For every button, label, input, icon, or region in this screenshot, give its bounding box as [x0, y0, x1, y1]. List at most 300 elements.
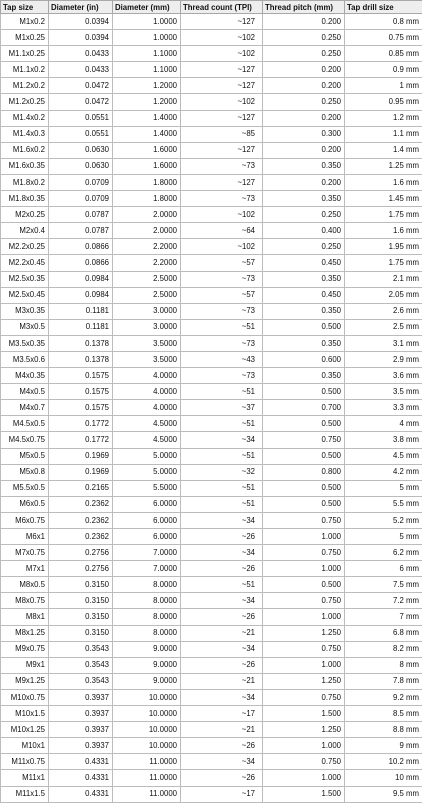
- diameter-mm-cell: 4.0000: [113, 368, 181, 384]
- thread-pitch-cell: 0.250: [263, 30, 345, 46]
- diameter-in-cell: 0.0866: [49, 255, 113, 271]
- tap-size-cell: M5.5x0.5: [1, 480, 49, 496]
- table-row[interactable]: [1, 689, 422, 705]
- tap-size-cell: M4x0.7: [1, 400, 49, 416]
- diameter-in-cell: 0.0709: [49, 174, 113, 190]
- table-row[interactable]: [1, 496, 422, 512]
- table-row[interactable]: [1, 512, 422, 528]
- diameter-mm-cell: 5.0000: [113, 464, 181, 480]
- diameter-mm-cell: 5.0000: [113, 448, 181, 464]
- table-row[interactable]: [1, 545, 422, 561]
- diameter-in-cell: 0.1969: [49, 464, 113, 480]
- diameter-in-cell: 0.4331: [49, 770, 113, 786]
- table-row[interactable]: [1, 78, 422, 94]
- tap-size-cell: M10x1.5: [1, 706, 49, 722]
- table-row[interactable]: [1, 94, 422, 110]
- diameter-mm-cell: 4.5000: [113, 432, 181, 448]
- table-row[interactable]: [1, 480, 422, 496]
- diameter-mm-cell: 1.1000: [113, 46, 181, 62]
- diameter-mm-cell: 7.0000: [113, 545, 181, 561]
- tap-size-cell: M11x0.75: [1, 754, 49, 770]
- diameter-in-cell: 0.1772: [49, 416, 113, 432]
- diameter-in-cell: 0.0433: [49, 46, 113, 62]
- thread-count-cell: ~21: [181, 673, 263, 689]
- table-row[interactable]: [1, 303, 422, 319]
- tap-drill-size-cell: 1.6 mm: [345, 223, 422, 239]
- tap-drill-size-cell: 0.85 mm: [345, 46, 422, 62]
- diameter-in-cell: 0.3937: [49, 689, 113, 705]
- thread-count-cell: ~51: [181, 319, 263, 335]
- diameter-in-cell: 0.0709: [49, 191, 113, 207]
- thread-pitch-cell: 0.200: [263, 14, 345, 30]
- tap-drill-size-cell: 1.75 mm: [345, 255, 422, 271]
- column-header-diameter-mm[interactable]: Diameter (mm): [113, 1, 181, 14]
- tap-drill-size-cell: 1.45 mm: [345, 191, 422, 207]
- tap-drill-size-cell: 1.2 mm: [345, 110, 422, 126]
- tap-size-cell: M8x0.75: [1, 593, 49, 609]
- table-row[interactable]: [1, 255, 422, 271]
- table-row[interactable]: [1, 46, 422, 62]
- diameter-in-cell: 0.3150: [49, 577, 113, 593]
- table-row[interactable]: [1, 593, 422, 609]
- table-row[interactable]: [1, 287, 422, 303]
- diameter-in-cell: 0.0551: [49, 110, 113, 126]
- thread-pitch-cell: 0.200: [263, 174, 345, 190]
- table-row[interactable]: [1, 625, 422, 641]
- thread-count-cell: ~37: [181, 400, 263, 416]
- table-row[interactable]: [1, 14, 422, 30]
- table-row[interactable]: [1, 319, 422, 335]
- tap-drill-size-cell: 6.8 mm: [345, 625, 422, 641]
- diameter-in-cell: 0.1575: [49, 368, 113, 384]
- tap-size-cell: M4x0.5: [1, 384, 49, 400]
- tap-drill-size-cell: 5.5 mm: [345, 496, 422, 512]
- diameter-in-cell: 0.0984: [49, 287, 113, 303]
- table-row[interactable]: [1, 174, 422, 190]
- diameter-mm-cell: 10.0000: [113, 689, 181, 705]
- thread-count-cell: ~73: [181, 303, 263, 319]
- tap-drill-size-cell: 4.5 mm: [345, 448, 422, 464]
- tap-drill-size-cell: 2.9 mm: [345, 351, 422, 367]
- thread-pitch-cell: 0.500: [263, 416, 345, 432]
- tap-drill-size-cell: 6 mm: [345, 561, 422, 577]
- thread-pitch-cell: 1.250: [263, 625, 345, 641]
- thread-count-cell: ~26: [181, 561, 263, 577]
- table-header: [1, 1, 422, 14]
- thread-pitch-cell: 0.250: [263, 207, 345, 223]
- diameter-mm-cell: 2.5000: [113, 287, 181, 303]
- diameter-in-cell: 0.1378: [49, 335, 113, 351]
- diameter-in-cell: 0.1969: [49, 448, 113, 464]
- diameter-in-cell: 0.0472: [49, 94, 113, 110]
- thread-pitch-cell: 0.500: [263, 448, 345, 464]
- thread-pitch-cell: 0.750: [263, 432, 345, 448]
- thread-count-cell: ~73: [181, 368, 263, 384]
- tap-size-cell: M10x1: [1, 738, 49, 754]
- thread-pitch-cell: 0.800: [263, 464, 345, 480]
- tap-size-cell: M3.5x0.35: [1, 335, 49, 351]
- diameter-mm-cell: 3.0000: [113, 303, 181, 319]
- table-row[interactable]: [1, 561, 422, 577]
- diameter-in-cell: 0.3937: [49, 738, 113, 754]
- tap-drill-size-cell: 1.25 mm: [345, 158, 422, 174]
- tap-size-cell: M1.8x0.2: [1, 174, 49, 190]
- table-row[interactable]: [1, 158, 422, 174]
- diameter-mm-cell: 11.0000: [113, 786, 181, 802]
- thread-pitch-cell: 1.250: [263, 673, 345, 689]
- diameter-mm-cell: 8.0000: [113, 577, 181, 593]
- diameter-mm-cell: 4.0000: [113, 384, 181, 400]
- diameter-in-cell: 0.0551: [49, 126, 113, 142]
- thread-count-cell: ~127: [181, 14, 263, 30]
- tap-drill-size-cell: 3.1 mm: [345, 335, 422, 351]
- table-row[interactable]: [1, 207, 422, 223]
- tap-size-cell: M9x0.75: [1, 641, 49, 657]
- tap-size-cell: M1.4x0.2: [1, 110, 49, 126]
- diameter-in-cell: 0.3543: [49, 673, 113, 689]
- thread-count-cell: ~73: [181, 271, 263, 287]
- diameter-mm-cell: 1.1000: [113, 62, 181, 78]
- tap-size-cell: M4.5x0.75: [1, 432, 49, 448]
- tap-drill-size-cell: 7.8 mm: [345, 673, 422, 689]
- diameter-mm-cell: 1.4000: [113, 126, 181, 142]
- thread-count-cell: ~34: [181, 593, 263, 609]
- table-row[interactable]: [1, 432, 422, 448]
- table-row[interactable]: [1, 577, 422, 593]
- diameter-in-cell: 0.2362: [49, 512, 113, 528]
- diameter-mm-cell: 1.0000: [113, 30, 181, 46]
- header-row: [1, 1, 422, 14]
- table-row[interactable]: [1, 529, 422, 545]
- tap-size-cell: M1.1x0.2: [1, 62, 49, 78]
- thread-count-cell: ~34: [181, 689, 263, 705]
- table-row[interactable]: [1, 609, 422, 625]
- thread-pitch-cell: 0.700: [263, 400, 345, 416]
- tap-size-cell: M1.6x0.2: [1, 142, 49, 158]
- diameter-mm-cell: 1.6000: [113, 158, 181, 174]
- tap-size-cell: M5x0.5: [1, 448, 49, 464]
- thread-pitch-cell: 0.750: [263, 689, 345, 705]
- table-row[interactable]: [1, 464, 422, 480]
- diameter-in-cell: 0.3937: [49, 722, 113, 738]
- diameter-in-cell: 0.0984: [49, 271, 113, 287]
- diameter-in-cell: 0.4331: [49, 754, 113, 770]
- thread-pitch-cell: 0.200: [263, 78, 345, 94]
- thread-count-cell: ~51: [181, 448, 263, 464]
- tap-size-cell: M1x0.25: [1, 30, 49, 46]
- thread-pitch-cell: 0.500: [263, 496, 345, 512]
- diameter-mm-cell: 3.5000: [113, 335, 181, 351]
- diameter-in-cell: 0.2165: [49, 480, 113, 496]
- thread-count-cell: ~73: [181, 158, 263, 174]
- tap-size-cell: M7x0.75: [1, 545, 49, 561]
- tap-size-cell: M1x0.2: [1, 14, 49, 30]
- tap-size-cell: M6x0.75: [1, 512, 49, 528]
- table-row[interactable]: [1, 673, 422, 689]
- table-row[interactable]: [1, 738, 422, 754]
- thread-pitch-cell: 0.750: [263, 754, 345, 770]
- thread-count-cell: ~51: [181, 416, 263, 432]
- tap-drill-size-cell: 7.2 mm: [345, 593, 422, 609]
- tap-size-cell: M1.2x0.2: [1, 78, 49, 94]
- tap-size-cell: M10x0.75: [1, 689, 49, 705]
- table-row[interactable]: [1, 786, 422, 802]
- diameter-in-cell: 0.3150: [49, 593, 113, 609]
- table-row[interactable]: [1, 335, 422, 351]
- tap-size-cell: M3x0.35: [1, 303, 49, 319]
- thread-pitch-cell: 0.500: [263, 577, 345, 593]
- thread-count-cell: ~26: [181, 529, 263, 545]
- thread-count-cell: ~85: [181, 126, 263, 142]
- table-row[interactable]: [1, 351, 422, 367]
- thread-pitch-cell: 0.300: [263, 126, 345, 142]
- tap-size-cell: M1.8x0.35: [1, 191, 49, 207]
- diameter-in-cell: 0.0787: [49, 207, 113, 223]
- thread-count-cell: ~26: [181, 738, 263, 754]
- table-row[interactable]: [1, 239, 422, 255]
- diameter-in-cell: 0.0630: [49, 142, 113, 158]
- tap-size-cell: M1.1x0.25: [1, 46, 49, 62]
- thread-pitch-cell: 0.750: [263, 512, 345, 528]
- table-row[interactable]: [1, 416, 422, 432]
- diameter-in-cell: 0.4331: [49, 786, 113, 802]
- thread-pitch-cell: 0.250: [263, 94, 345, 110]
- tap-drill-size-cell: 3.8 mm: [345, 432, 422, 448]
- tap-drill-size-cell: 5 mm: [345, 480, 422, 496]
- tap-size-cell: M2.2x0.45: [1, 255, 49, 271]
- tap-size-cell: M2x0.25: [1, 207, 49, 223]
- thread-pitch-cell: 1.000: [263, 738, 345, 754]
- table-row[interactable]: [1, 641, 422, 657]
- column-header-thread-pitch[interactable]: Thread pitch (mm): [263, 1, 345, 14]
- thread-pitch-cell: 0.250: [263, 239, 345, 255]
- tap-drill-size-cell: 5 mm: [345, 529, 422, 545]
- tap-size-cell: M3x0.5: [1, 319, 49, 335]
- tap-size-cell: M2.5x0.35: [1, 271, 49, 287]
- thread-pitch-cell: 0.450: [263, 287, 345, 303]
- tap-drill-size-cell: 2.05 mm: [345, 287, 422, 303]
- diameter-in-cell: 0.2756: [49, 545, 113, 561]
- tap-drill-size-cell: 8.2 mm: [345, 641, 422, 657]
- thread-pitch-cell: 0.350: [263, 158, 345, 174]
- diameter-mm-cell: 11.0000: [113, 754, 181, 770]
- thread-pitch-cell: 0.350: [263, 191, 345, 207]
- thread-count-cell: ~51: [181, 384, 263, 400]
- thread-count-cell: ~51: [181, 480, 263, 496]
- tap-size-cell: M9x1: [1, 657, 49, 673]
- tap-drill-size-cell: 0.75 mm: [345, 30, 422, 46]
- table-row[interactable]: [1, 384, 422, 400]
- diameter-in-cell: 0.2362: [49, 529, 113, 545]
- diameter-mm-cell: 10.0000: [113, 738, 181, 754]
- thread-count-cell: ~127: [181, 78, 263, 94]
- thread-pitch-cell: 0.750: [263, 593, 345, 609]
- tap-size-cell: M10x1.25: [1, 722, 49, 738]
- thread-count-cell: ~57: [181, 255, 263, 271]
- table-row[interactable]: [1, 754, 422, 770]
- thread-count-cell: ~34: [181, 512, 263, 528]
- thread-count-cell: ~64: [181, 223, 263, 239]
- thread-pitch-cell: 0.500: [263, 480, 345, 496]
- tap-drill-size-cell: 8 mm: [345, 657, 422, 673]
- diameter-in-cell: 0.1575: [49, 384, 113, 400]
- thread-count-cell: ~26: [181, 770, 263, 786]
- tap-drill-size-cell: 9 mm: [345, 738, 422, 754]
- diameter-mm-cell: 8.0000: [113, 609, 181, 625]
- diameter-in-cell: 0.0433: [49, 62, 113, 78]
- thread-pitch-cell: 0.350: [263, 303, 345, 319]
- diameter-in-cell: 0.3543: [49, 641, 113, 657]
- thread-pitch-cell: 0.250: [263, 46, 345, 62]
- thread-count-cell: ~102: [181, 239, 263, 255]
- tap-size-cell: M8x0.5: [1, 577, 49, 593]
- thread-count-cell: ~26: [181, 609, 263, 625]
- tap-drill-size-cell: 2.5 mm: [345, 319, 422, 335]
- thread-pitch-cell: 0.400: [263, 223, 345, 239]
- tap-size-cell: M4x0.35: [1, 368, 49, 384]
- diameter-in-cell: 0.0630: [49, 158, 113, 174]
- tap-size-cell: M9x1.25: [1, 673, 49, 689]
- diameter-mm-cell: 2.2000: [113, 255, 181, 271]
- table-row[interactable]: [1, 142, 422, 158]
- diameter-mm-cell: 1.6000: [113, 142, 181, 158]
- tap-drill-size-cell: 1.75 mm: [345, 207, 422, 223]
- tap-drill-size-cell: 1.6 mm: [345, 174, 422, 190]
- diameter-mm-cell: 2.2000: [113, 239, 181, 255]
- thread-pitch-cell: 1.000: [263, 529, 345, 545]
- thread-count-cell: ~32: [181, 464, 263, 480]
- thread-count-cell: ~26: [181, 657, 263, 673]
- thread-count-cell: ~127: [181, 174, 263, 190]
- tap-size-cell: M6x0.5: [1, 496, 49, 512]
- thread-count-cell: ~57: [181, 287, 263, 303]
- tap-size-cell: M2.2x0.25: [1, 239, 49, 255]
- diameter-in-cell: 0.1378: [49, 351, 113, 367]
- table-row[interactable]: [1, 271, 422, 287]
- tap-drill-size-cell: 2.1 mm: [345, 271, 422, 287]
- diameter-mm-cell: 9.0000: [113, 673, 181, 689]
- table-row[interactable]: [1, 368, 422, 384]
- thread-count-cell: ~34: [181, 754, 263, 770]
- tap-size-cell: M1.6x0.35: [1, 158, 49, 174]
- table-row[interactable]: [1, 110, 422, 126]
- diameter-mm-cell: 8.0000: [113, 625, 181, 641]
- table-row[interactable]: [1, 657, 422, 673]
- table-row[interactable]: [1, 62, 422, 78]
- diameter-mm-cell: 7.0000: [113, 561, 181, 577]
- diameter-mm-cell: 5.5000: [113, 480, 181, 496]
- tap-drill-size-cell: 1 mm: [345, 78, 422, 94]
- thread-pitch-cell: 0.200: [263, 142, 345, 158]
- diameter-in-cell: 0.0472: [49, 78, 113, 94]
- diameter-mm-cell: 9.0000: [113, 657, 181, 673]
- column-header-thread-count[interactable]: Thread count (TPI): [181, 1, 263, 14]
- tap-drill-size-cell: 5.2 mm: [345, 512, 422, 528]
- tap-drill-size-cell: 9.2 mm: [345, 689, 422, 705]
- diameter-mm-cell: 2.0000: [113, 223, 181, 239]
- diameter-in-cell: 0.3150: [49, 609, 113, 625]
- thread-pitch-cell: 1.500: [263, 786, 345, 802]
- table-row[interactable]: [1, 400, 422, 416]
- diameter-mm-cell: 8.0000: [113, 593, 181, 609]
- thread-count-cell: ~21: [181, 722, 263, 738]
- tap-drill-size-cell: 4.2 mm: [345, 464, 422, 480]
- diameter-mm-cell: 1.2000: [113, 94, 181, 110]
- thread-count-cell: ~102: [181, 30, 263, 46]
- tap-size-cell: M8x1.25: [1, 625, 49, 641]
- tap-size-cell: M1.2x0.25: [1, 94, 49, 110]
- diameter-mm-cell: 10.0000: [113, 706, 181, 722]
- tap-size-cell: M4.5x0.5: [1, 416, 49, 432]
- thread-pitch-cell: 0.350: [263, 335, 345, 351]
- column-header-diameter-in[interactable]: Diameter (in): [49, 1, 113, 14]
- thread-pitch-cell: 1.000: [263, 657, 345, 673]
- table-row[interactable]: [1, 722, 422, 738]
- tap-size-cell: M8x1: [1, 609, 49, 625]
- table-row[interactable]: [1, 448, 422, 464]
- diameter-in-cell: 0.1181: [49, 319, 113, 335]
- thread-count-cell: ~102: [181, 94, 263, 110]
- thread-pitch-cell: 0.500: [263, 319, 345, 335]
- tap-drill-size-cell: 3.5 mm: [345, 384, 422, 400]
- thread-count-cell: ~102: [181, 46, 263, 62]
- diameter-mm-cell: 3.5000: [113, 351, 181, 367]
- tap-size-cell: M11x1.5: [1, 786, 49, 802]
- tap-drill-size-cell: 8.5 mm: [345, 706, 422, 722]
- diameter-mm-cell: 1.4000: [113, 110, 181, 126]
- diameter-mm-cell: 10.0000: [113, 722, 181, 738]
- thread-pitch-cell: 1.000: [263, 609, 345, 625]
- tap-size-cell: M2x0.4: [1, 223, 49, 239]
- column-header-tap-drill-size[interactable]: Tap drill size: [345, 1, 422, 14]
- diameter-mm-cell: 2.5000: [113, 271, 181, 287]
- diameter-in-cell: 0.3150: [49, 625, 113, 641]
- diameter-mm-cell: 1.8000: [113, 174, 181, 190]
- tap-size-cell: M6x1: [1, 529, 49, 545]
- table-row[interactable]: [1, 706, 422, 722]
- diameter-in-cell: 0.1772: [49, 432, 113, 448]
- table-row[interactable]: [1, 191, 422, 207]
- thread-pitch-cell: 0.750: [263, 641, 345, 657]
- table-row[interactable]: [1, 126, 422, 142]
- tap-size-cell: M7x1: [1, 561, 49, 577]
- diameter-in-cell: 0.2362: [49, 496, 113, 512]
- thread-count-cell: ~127: [181, 110, 263, 126]
- column-header-tap-size[interactable]: Tap size: [1, 1, 49, 14]
- table-row[interactable]: [1, 30, 422, 46]
- diameter-in-cell: 0.0394: [49, 30, 113, 46]
- thread-count-cell: ~43: [181, 351, 263, 367]
- thread-count-cell: ~17: [181, 786, 263, 802]
- diameter-mm-cell: 6.0000: [113, 496, 181, 512]
- tap-drill-size-cell: 8.8 mm: [345, 722, 422, 738]
- diameter-mm-cell: 6.0000: [113, 529, 181, 545]
- table-row[interactable]: [1, 770, 422, 786]
- thread-count-cell: ~34: [181, 432, 263, 448]
- tap-drill-size-cell: 10 mm: [345, 770, 422, 786]
- thread-pitch-cell: 1.250: [263, 722, 345, 738]
- tap-size-cell: M11x1: [1, 770, 49, 786]
- tap-size-cell: M5x0.8: [1, 464, 49, 480]
- thread-count-cell: ~17: [181, 706, 263, 722]
- tap-drill-size-cell: 6.2 mm: [345, 545, 422, 561]
- thread-count-cell: ~34: [181, 641, 263, 657]
- table-row[interactable]: [1, 223, 422, 239]
- tap-drill-size-cell: 1.95 mm: [345, 239, 422, 255]
- thread-count-cell: ~127: [181, 62, 263, 78]
- diameter-mm-cell: 2.0000: [113, 207, 181, 223]
- thread-pitch-cell: 0.200: [263, 62, 345, 78]
